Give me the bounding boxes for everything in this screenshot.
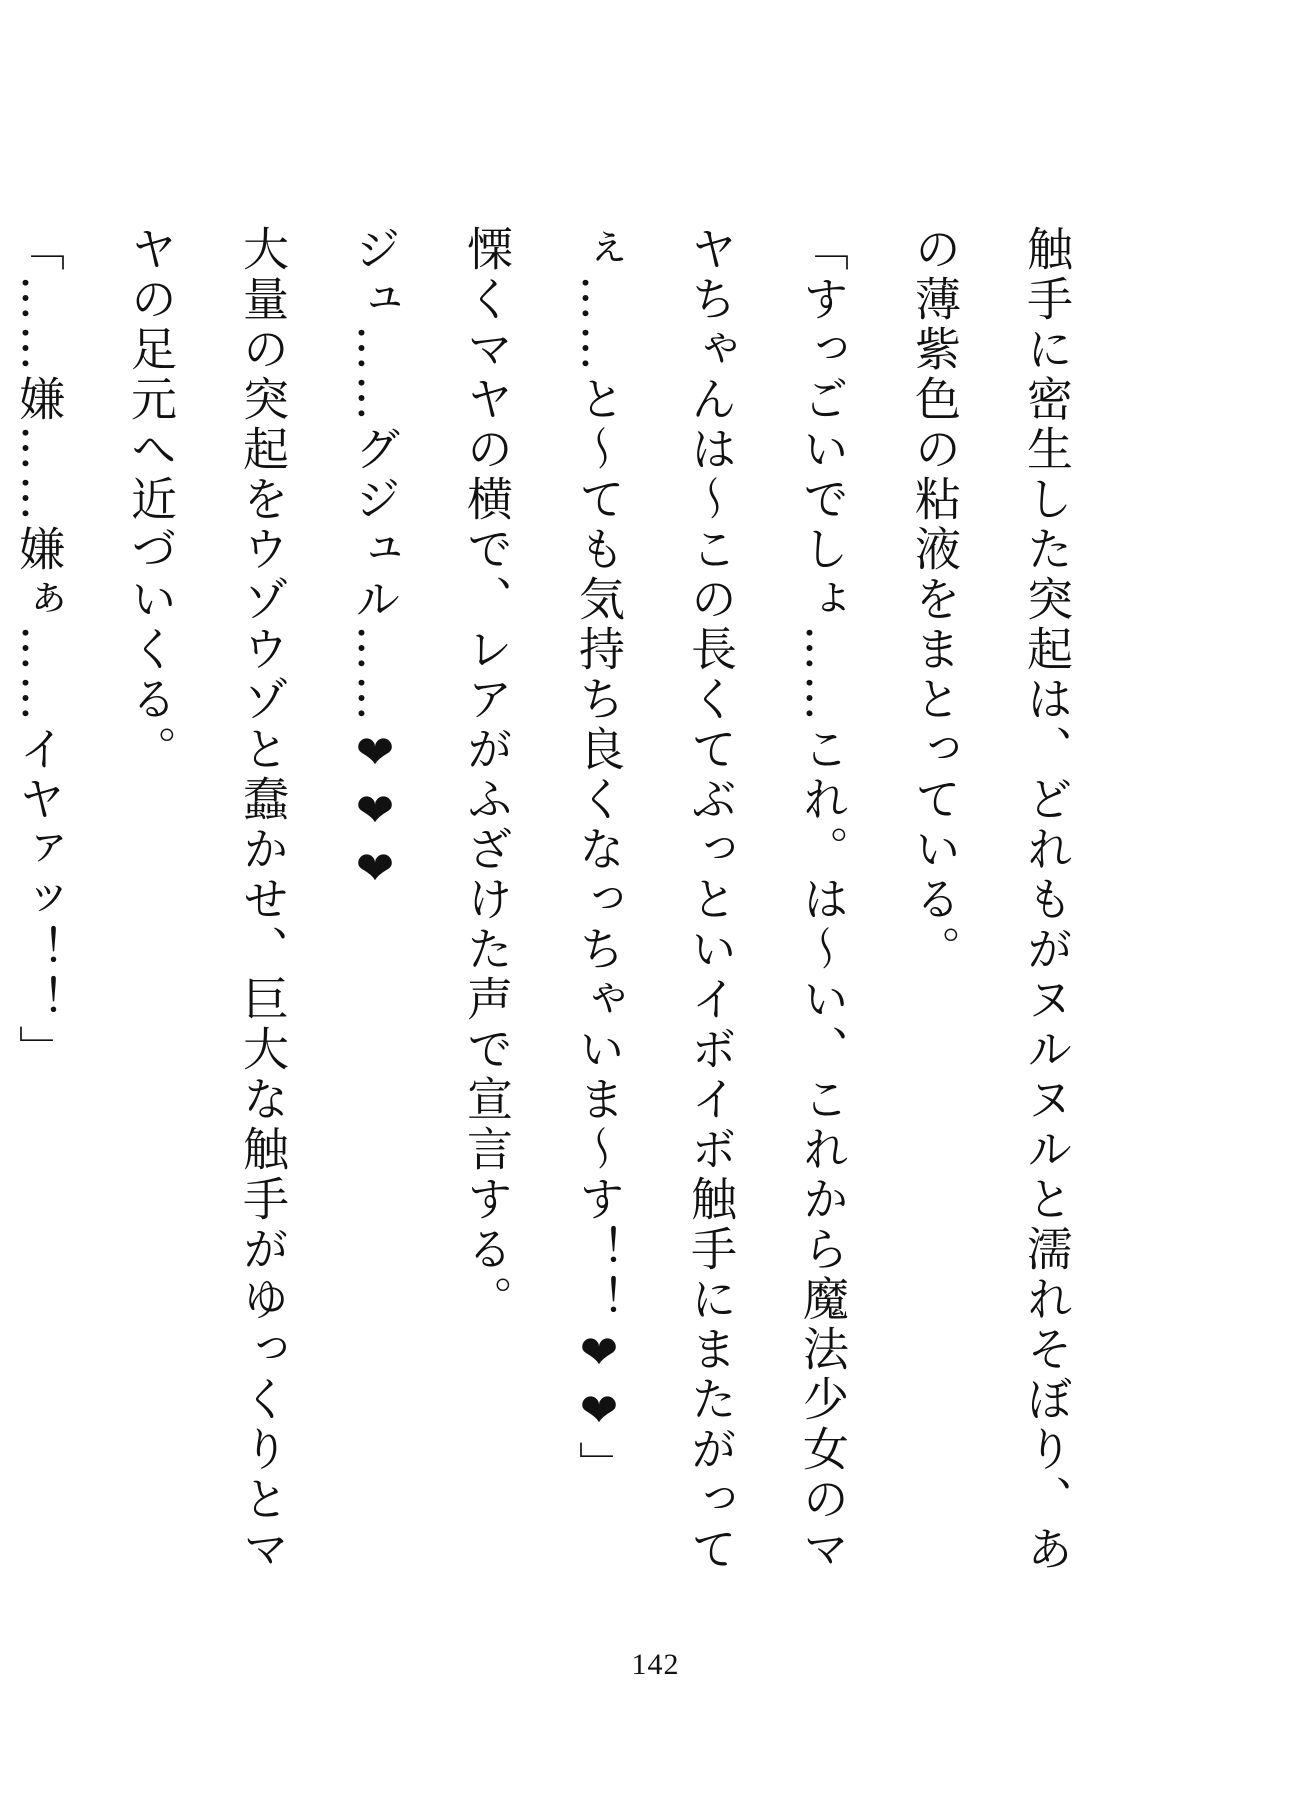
paragraph-2-dialogue: 「すっごいでしょ……これ。は～い、これから魔法少女のマヤちゃんは～この長くてぶっといイボイボ触手にまたがってぇ……と～ても気持ち良くなっちゃいま～す！！❤❤」: [572, 225, 850, 1575]
page-number: 142: [631, 1648, 680, 1681]
paragraph-3: 慄くマヤの横で、レアがふざけた声で宣言する。: [460, 225, 514, 1325]
paragraph-6-dialogue: 「……嫌……嫌ぁ……イヤァッ！！」: [12, 225, 66, 1075]
paragraph-1: 触手に密生した突起は、どれもがヌルヌルと濡れそぼり、あの薄紫色の粘液をまとっている。: [908, 225, 1074, 1575]
vertical-body-text: [0, 225, 1103, 1620]
paragraph-5: 大量の突起をウゾウゾと蠢かせ、巨大な触手がゆっくりとマヤの足元へ近づいくる。: [124, 225, 290, 1575]
paragraph-4-sound: ジュ……グジュル……❤❤❤: [348, 225, 402, 899]
